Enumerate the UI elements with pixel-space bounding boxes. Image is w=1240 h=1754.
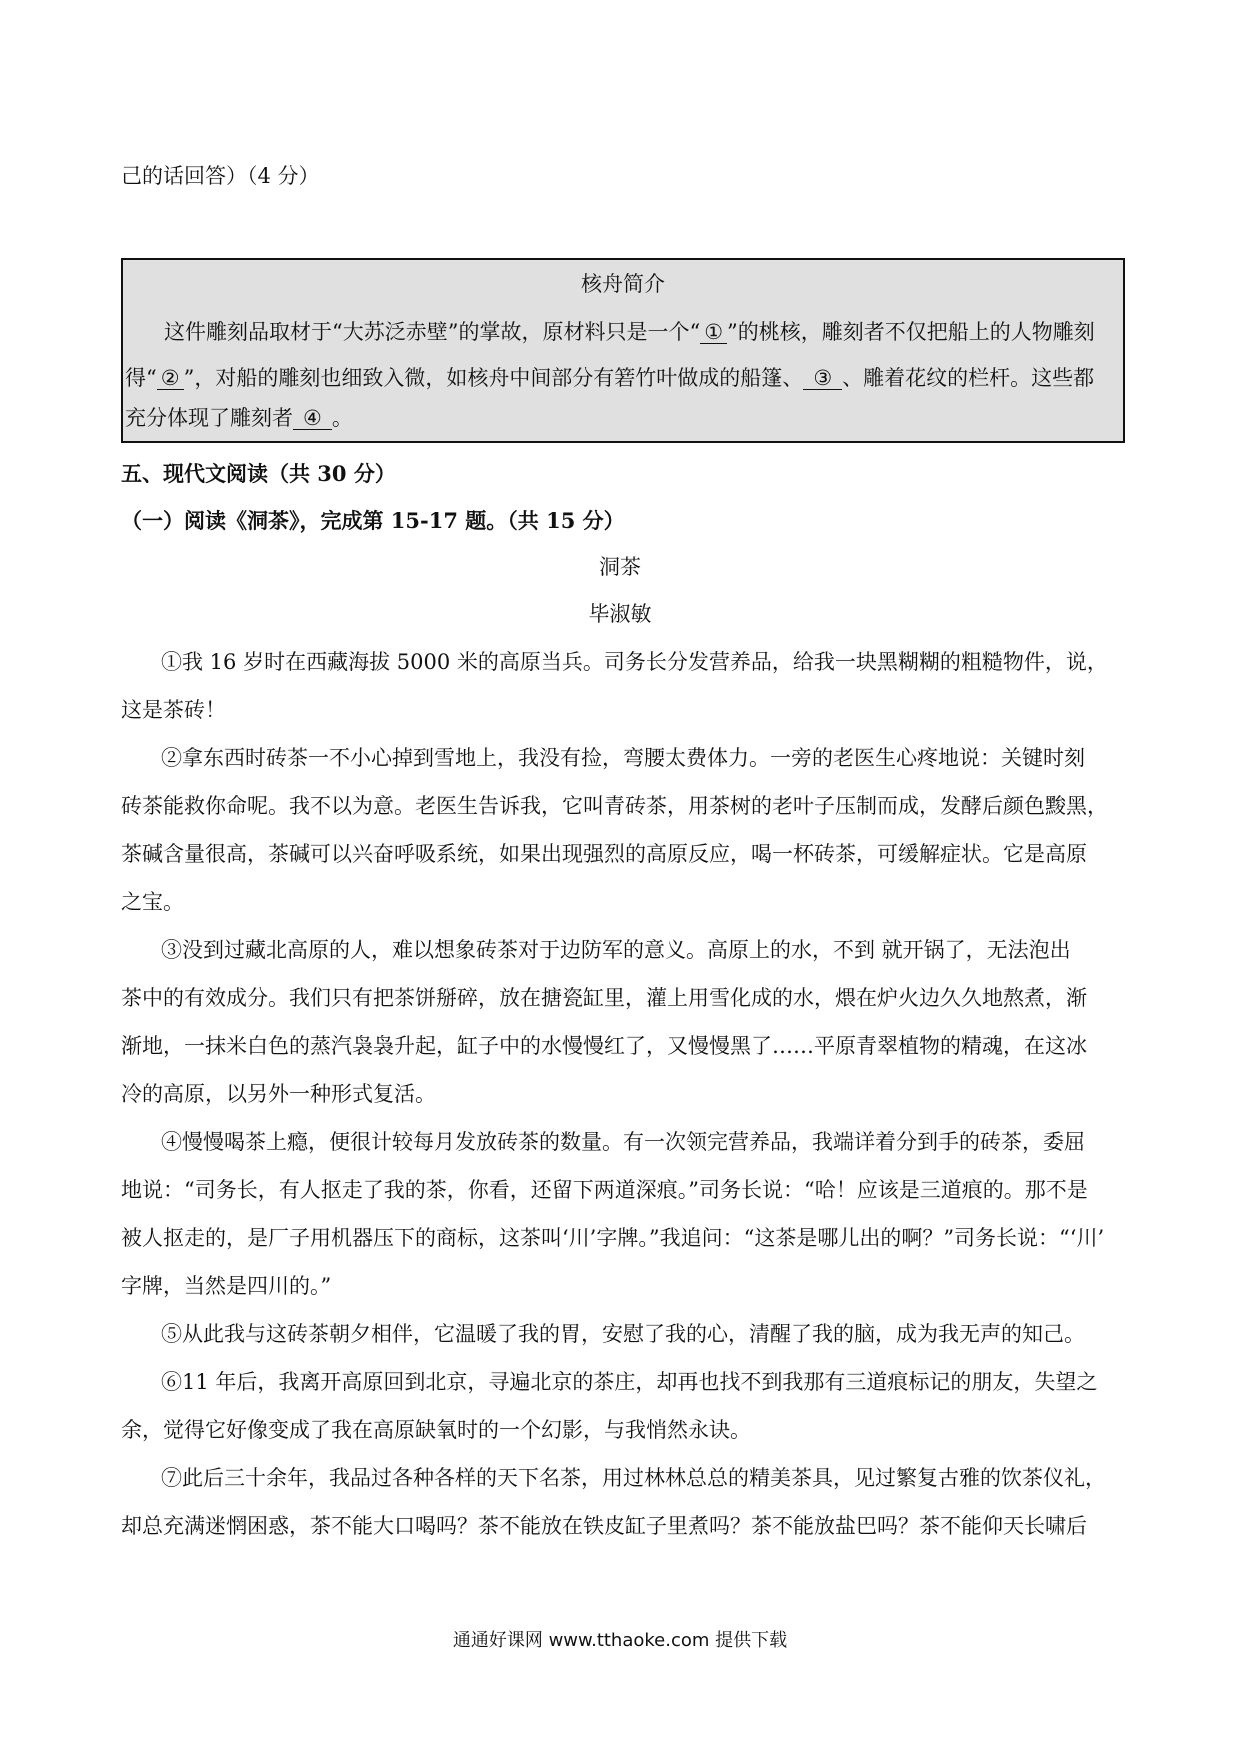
blank-1: ① [700,322,727,344]
article-line: 茶中的有效成分。我们只有把茶饼掰碎，放在搪瓷缸里，灌上用雪化成的水，煨在炉火边久久地熬煮，渐 [121,986,1087,1010]
blank-3: ③ [803,368,842,390]
article-line: ⑦此后三十余年，我品过各种各样的天下名茶，用过林林总总的精美茶具，见过繁复古雅的饮茶仪礼， [161,1466,1106,1490]
section-heading: 五、现代文阅读（共 30 分） [121,461,396,486]
blank-2: ② [157,368,184,390]
article-line: 砖茶能救你命呢。我不以为意。老医生告诉我，它叫青砖茶，用茶树的老叶子压制而成，发酵后颜色黢黑， [121,794,1108,818]
article-line: ③没到过藏北高原的人，难以想象砖茶对于边防军的意义。高原上的水，不到 就开锅了，无法泡出 [161,938,1071,962]
box-line-3: 充分体现了雕刻者 ④ 。 [125,406,353,430]
box-line-2: 得“ ② ”，对船的雕刻也细致入微，如核舟中间部分有箬竹叶做成的船篷、 ③ 、雕着花纹的栏杆。这些都 [125,366,1095,390]
article-line: ④慢慢喝茶上瘾，便很计较每月发放砖茶的数量。有一次领完营养品，我端详着分到手的砖茶，委屈 [161,1130,1085,1154]
article-line: ⑥11 年后，我离开高原回到北京，寻遍北京的茶庄，却再也找不到我那有三道痕标记的朋友，失望之 [161,1370,1098,1394]
continuation-line: 己的话回答）（4 分） [121,164,320,188]
article-line: 之宝。 [121,890,184,914]
article-line: ①我 16 岁时在西藏海拔 5000 米的高原当兵。司务长分发营养品，给我一块黑糊糊的粗糙物件，说， [161,650,1108,674]
article-line: 冷的高原，以另外一种形式复活。 [121,1082,436,1106]
article-title: 洞茶 [599,555,641,579]
article-line: 字牌，当然是四川的。” [121,1274,332,1298]
box-line-1: 这件雕刻品取材于“大苏泛赤壁”的掌故，原材料只是一个“ ① ”的桃核，雕刻者不仅把船上的人物雕刻 [164,320,1095,344]
box-title: 核舟简介 [581,272,665,296]
article-line: 被人抠走的，是厂子用机器压下的商标，这茶叫‘川’字牌。”我追问：“这茶是哪儿出的啊？”司务长说：“‘川’ [121,1226,1105,1250]
article-line: ⑤从此我与这砖茶朝夕相伴，它温暖了我的胃，安慰了我的心，清醒了我的脑，成为我无声的知己。 [161,1322,1085,1346]
article-line: 这是茶砖！ [121,698,226,722]
article-line: 余，觉得它好像变成了我在高原缺氧时的一个幻影，与我悄然永诀。 [121,1418,751,1442]
article-line: 渐地，一抹米白色的蒸汽袅袅升起，缸子中的水慢慢红了，又慢慢黑了……平原青翠植物的精魂，在这冰 [121,1034,1087,1058]
article-line: 茶碱含量很高，茶碱可以兴奋呼吸系统，如果出现强烈的高原反应，喝一杯砖茶，可缓解症状。它是高原 [121,842,1087,866]
sub-heading: （一）阅读《洞茶》，完成第 15-17 题。（共 15 分） [121,508,625,533]
article-line: ②拿东西时砖茶一不小心掉到雪地上，我没有捡，弯腰太费体力。一旁的老医生心疼地说：关键时刻 [161,746,1085,770]
article-line: 地说：“司务长，有人抠走了我的茶，你看，还留下两道深痕。”司务长说：“哈！应该是三道痕的。那不是 [121,1178,1088,1202]
hezhou-intro-box [121,258,1125,443]
page-footer: 通通好课网 www.tthaoke.com 提供下载 [452,1630,788,1651]
article-line: 却总充满迷惘困惑，茶不能大口喝吗？茶不能放在铁皮缸子里煮吗？茶不能放盐巴吗？茶不能仰天长啸后 [121,1514,1087,1538]
blank-4: ④ [293,408,332,430]
article-author: 毕淑敏 [588,602,652,626]
